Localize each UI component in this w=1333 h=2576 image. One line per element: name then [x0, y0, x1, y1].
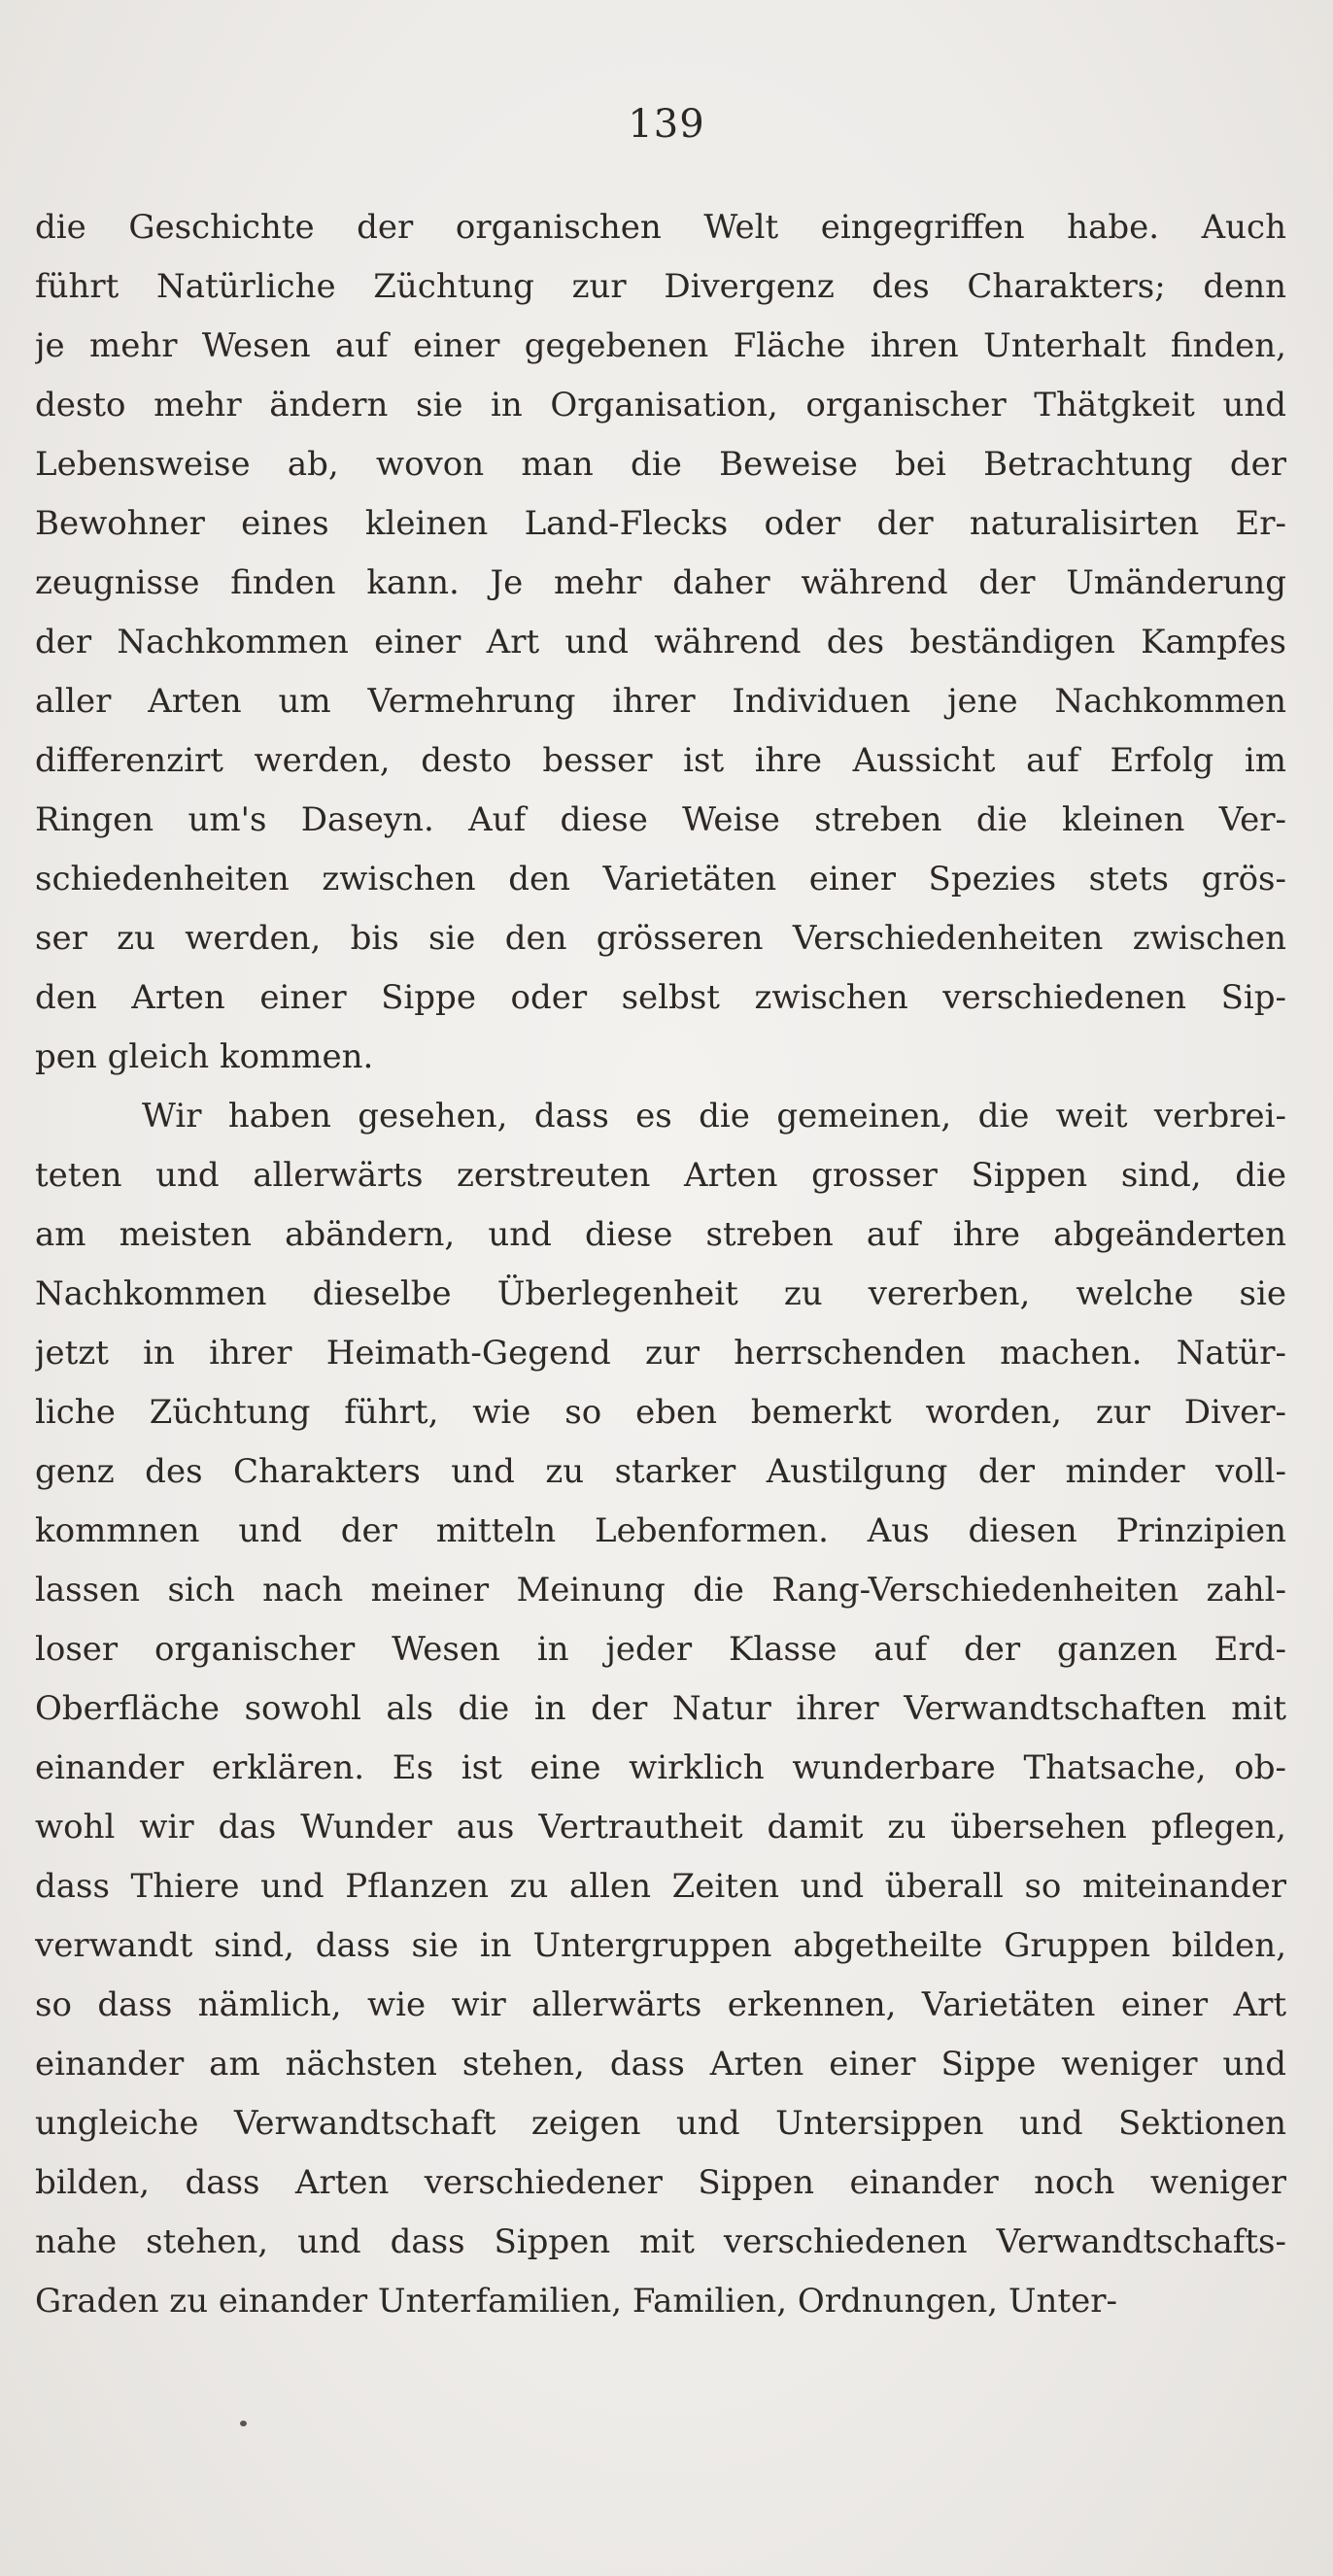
text-line: je mehr Wesen auf einer gegebenen Fläche ihren Unterhalt finden,: [35, 326, 1286, 365]
paragraph: [35, 198, 1286, 1087]
text-line: Ringen um's Daseyn. Auf diese Weise streben die kleinen Ver-: [35, 800, 1286, 839]
text-line: führt Natürliche Züchtung zur Divergenz des Charakters; denn: [35, 267, 1286, 306]
text-line: jetzt in ihrer Heimath-Gegend zur herrschenden machen. Natür-: [35, 1334, 1286, 1373]
text-line: zeugnisse finden kann. Je mehr daher während der Umänderung: [35, 563, 1286, 602]
text-line: genz des Charakters und zu starker Austilgung der minder voll-: [35, 1452, 1286, 1491]
text-line: dass Thiere und Pflanzen zu allen Zeiten und überall so miteinander: [35, 1867, 1286, 1906]
text-line: lassen sich nach meiner Meinung die Rang-Verschiedenheiten zahl-: [35, 1571, 1286, 1610]
text-line: liche Züchtung führt, wie so eben bemerkt worden, zur Diver-: [35, 1393, 1286, 1432]
body-text: [35, 198, 1286, 2331]
text-line: Nachkommen dieselbe Überlegenheit zu vererben, welche sie: [35, 1274, 1286, 1313]
page-number: 139: [628, 102, 705, 147]
text-line: loser organischer Wesen in jeder Klasse auf der ganzen Erd-: [35, 1630, 1286, 1669]
text-line: Lebensweise ab, wovon man die Beweise bei Betrachtung der: [35, 445, 1286, 484]
text-line: schiedenheiten zwischen den Varietäten einer Spezies stets grös-: [35, 860, 1286, 898]
text-line: den Arten einer Sippe oder selbst zwischen verschiedenen Sip-: [35, 978, 1286, 1017]
text-line: Oberfläche sowohl als die in der Natur ihrer Verwandtschaften mit: [35, 1689, 1286, 1728]
text-line: aller Arten um Vermehrung ihrer Individuen jene Nachkommen: [35, 682, 1286, 721]
text-line: nahe stehen, und dass Sippen mit verschiedenen Verwandtschafts-: [35, 2222, 1286, 2261]
text-line: am meisten abändern, und diese streben auf ihre abgeänderten: [35, 1215, 1286, 1254]
ink-speck: [240, 2421, 247, 2426]
text-line: so dass nämlich, wie wir allerwärts erkennen, Varietäten einer Art: [35, 1985, 1286, 2024]
text-line: differenzirt werden, desto besser ist ihre Aussicht auf Erfolg im: [35, 741, 1286, 780]
text-line: die Geschichte der organischen Welt eingegriffen habe. Auch: [35, 208, 1286, 247]
text-line: desto mehr ändern sie in Organisation, organischer Thätgkeit und: [35, 386, 1286, 424]
text-line: teten und allerwärts zerstreuten Arten grosser Sippen sind, die: [35, 1156, 1286, 1195]
text-line: kommnen und der mitteln Lebenformen. Aus diesen Prinzipien: [35, 1511, 1286, 1550]
text-line: ungleiche Verwandtschaft zeigen und Untersippen und Sektionen: [35, 2104, 1286, 2143]
text-line: pen gleich kommen.: [35, 1037, 374, 1076]
text-line: bilden, dass Arten verschiedener Sippen einander noch weniger: [35, 2163, 1286, 2202]
text-line: einander erklären. Es ist eine wirklich wunderbare Thatsache, ob-: [35, 1748, 1286, 1787]
text-line: Bewohner eines kleinen Land-Flecks oder der naturalisirten Er-: [35, 504, 1286, 543]
text-line: verwandt sind, dass sie in Untergruppen abgetheilte Gruppen bilden,: [35, 1926, 1286, 1965]
text-line: einander am nächsten stehen, dass Arten einer Sippe weniger und: [35, 2045, 1286, 2084]
text-line: Graden zu einander Unterfamilien, Familien, Ordnungen, Unter-: [35, 2282, 1117, 2321]
text-line: der Nachkommen einer Art und während des beständigen Kampfes: [35, 623, 1286, 661]
text-line: Wir haben gesehen, dass es die gemeinen, die weit verbrei-: [142, 1097, 1286, 1135]
text-line: ser zu werden, bis sie den grösseren Verschiedenheiten zwischen: [35, 919, 1286, 958]
paragraph: [35, 1087, 1286, 2331]
text-line: wohl wir das Wunder aus Vertrautheit damit zu übersehen pflegen,: [35, 1808, 1286, 1847]
